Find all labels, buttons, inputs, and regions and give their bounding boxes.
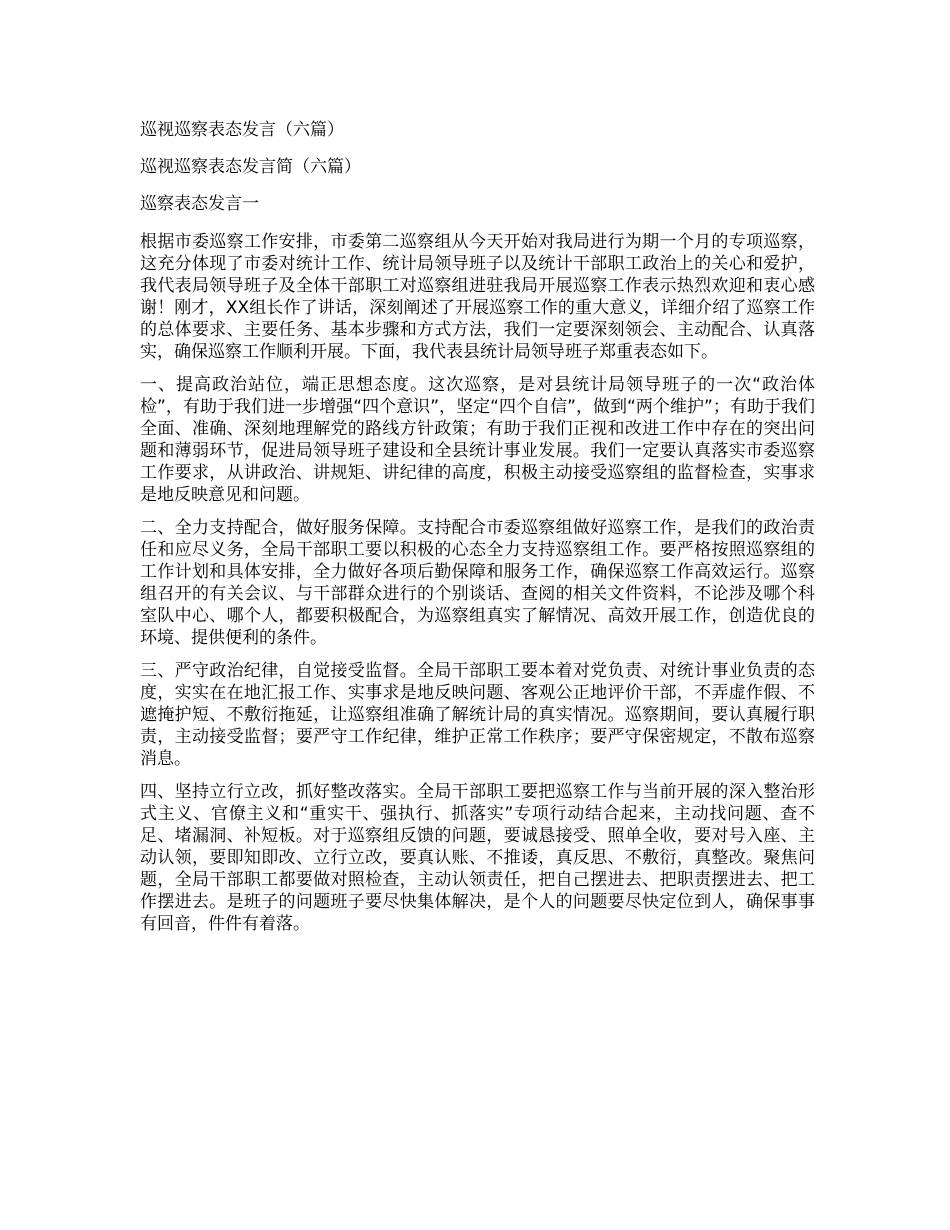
document-title: 巡视巡察表态发言（六篇） xyxy=(140,120,344,140)
paragraph-point-4: 四、坚持立行立改，抓好整改落实。全局干部职工要把巡察工作与当前开展的深入整治形式主义、官僚主义和“重实干、强执行、抓落实”专项行动结合起来，主动找问题、查不足、堵漏洞、补短板。对于巡察组反馈的问题，要诚恳接受、照单全收，要对号入座、主动认领，要即知即改、立行立改，要真认账、不推诿，真反思、不敷衍，真整改。聚焦问题，全局干部职工都要做对照检查，主动认领责任，把自己摆进去、把职责摆进去、把工作摆进去。是班子的问题班子要尽快集体解决，是个人的问题要尽快定位到人，确保事事有回音，件件有着落。 xyxy=(140,782,815,934)
paragraph-point-2: 二、全力支持配合，做好服务保障。支持配合市委巡察组做好巡察工作，是我们的政治责任和应尽义务，全局干部职工要以积极的心态全力支持巡察组工作。要严格按照巡察组的工作计划和具体安排，全力做好各项后勤保障和服务工作，确保巡察工作高效运行。巡察组召开的有关会议、与干部群众进行的个别谈话、查阅的相关文件资料，不论涉及哪个科室队中心、哪个人，都要积极配合，为巡察组真实了解情况、高效开展工作，创造优良的环境、提供便利的条件。 xyxy=(140,518,815,648)
document-subtitle: 巡视巡察表态发言简（六篇） xyxy=(140,157,361,177)
document-page xyxy=(140,120,815,946)
paragraph-intro: 根据市委巡察工作安排，市委第二巡察组从今天开始对我局进行为期一个月的专项巡察，这充分体现了市委对统计工作、统计局领导班子以及统计干部职工政治上的关心和爱护，我代表局领导班子及全体干部职工对巡察组进驻我局开展巡察工作表示热烈欢迎和衷心感谢！刚才，XX组长作了讲话，深刻阐述了开展巡察工作的重大意义，详细介绍了巡察工作的总体要求、主要任务、基本步骤和方式方法，我们一定要深刻领会、主动配合、认真落实，确保巡察工作顺利开展。下面，我代表县统计局领导班子郑重表态如下。 xyxy=(140,232,815,362)
section-heading: 巡察表态发言一 xyxy=(140,194,259,214)
paragraph-point-3: 三、严守政治纪律，自觉接受监督。全局干部职工要本着对党负责、对统计事业负责的态度，实实在在地汇报工作、实事求是地反映问题、客观公正地评价干部，不弄虚作假、不遮掩护短、不敷衍拖延，让巡察组准确了解统计局的真实情况。巡察期间，要认真履行职责，主动接受监督；要严守工作纪律，维护正常工作秩序；要严守保密规定，不散布巡察消息。 xyxy=(140,661,815,769)
paragraph-point-1: 一、提高政治站位，端正思想态度。这次巡察，是对县统计局领导班子的一次“政治体检”，有助于我们进一步增强“四个意识”，坚定“四个自信”，做到“两个维护”；有助于我们全面、准确、深刻地理解党的路线方针政策；有助于我们正视和改进工作中存在的突出问题和薄弱环节，促进局领导班子建设和全县统计事业发展。我们一定要认真落实市委巡察工作要求，从讲政治、讲规矩、讲纪律的高度，积极主动接受巡察组的监督检查，实事求是地反映意见和问题。 xyxy=(140,375,815,505)
